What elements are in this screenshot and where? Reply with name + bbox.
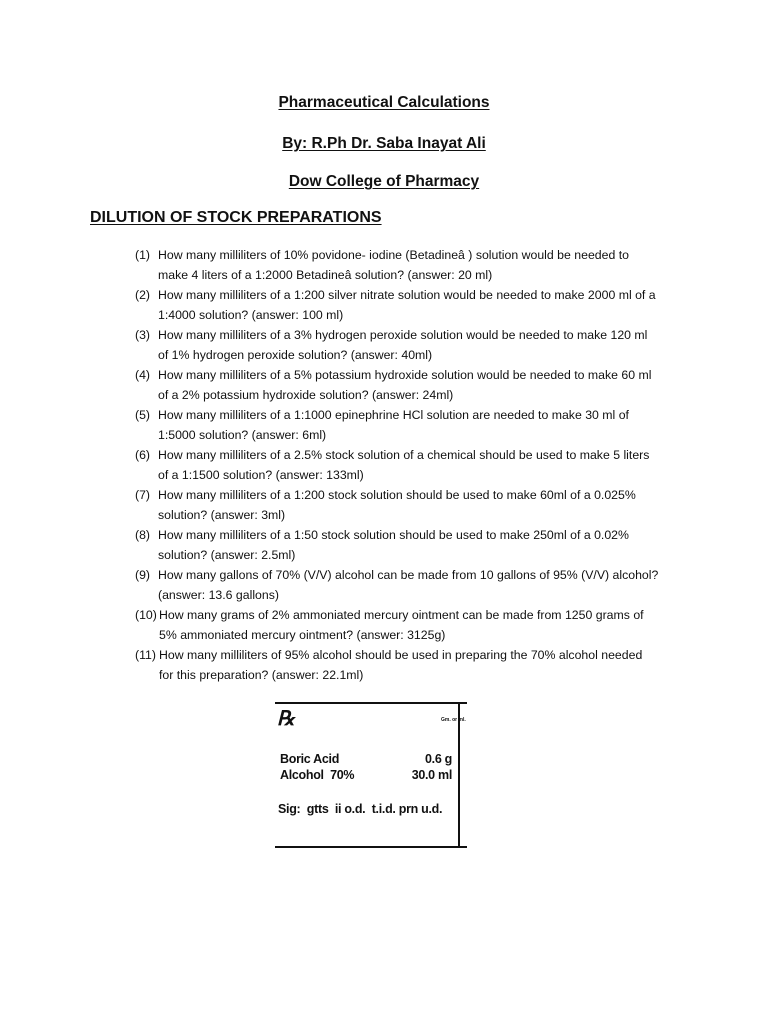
question-text bbox=[158, 365, 695, 405]
document-institution: Dow College of Pharmacy bbox=[288, 173, 480, 190]
question-number: (9) bbox=[135, 568, 151, 582]
question-line: How many milliliters of a 1:50 stock solution should be used to make 250ml of a 0.02% bbox=[158, 528, 629, 542]
question-line: of a 1:1500 solution? (answer: 133ml) bbox=[158, 468, 364, 482]
question-line: solution? (answer: 3ml) bbox=[158, 508, 286, 522]
question-line: solution? (answer: 2.5ml) bbox=[158, 548, 296, 562]
question-line: 1:4000 solution? (answer: 100 ml) bbox=[158, 308, 344, 322]
question-number: (8) bbox=[135, 528, 151, 542]
question-text bbox=[158, 485, 695, 525]
prescription-bottom-rule bbox=[275, 846, 467, 848]
question-item bbox=[135, 485, 695, 525]
ingredient-amount: 0.6 g bbox=[425, 752, 452, 766]
question-line: 5% ammoniated mercury ointment? (answer: 3125g) bbox=[159, 628, 446, 642]
question-text bbox=[158, 285, 695, 325]
question-text bbox=[158, 405, 695, 445]
question-item bbox=[135, 445, 695, 485]
question-text bbox=[158, 525, 695, 565]
question-line: How many milliliters of a 5% potassium hydroxide solution would be needed to make 60 ml bbox=[158, 368, 652, 382]
question-item bbox=[135, 605, 695, 645]
question-line: How many milliliters of a 1:200 silver nitrate solution would be needed to make 2000 ml of a bbox=[158, 288, 656, 302]
prescription-signa: Sig: gtts ii o.d. t.i.d. prn u.d. bbox=[278, 802, 443, 816]
question-number: (1) bbox=[135, 248, 151, 262]
question-list bbox=[135, 245, 695, 685]
question-line: How many grams of 2% ammoniated mercury ointment can be made from 1250 grams of bbox=[159, 608, 644, 622]
question-text bbox=[159, 645, 695, 685]
question-line: make 4 liters of a 1:2000 Betadineâ solution? (answer: 20 ml) bbox=[158, 268, 493, 282]
ingredient-name: Alcohol 70% bbox=[280, 768, 355, 782]
question-item bbox=[135, 405, 695, 445]
document-author: By: R.Ph Dr. Saba Inayat Ali bbox=[282, 135, 486, 152]
question-line: How many milliliters of a 2.5% stock solution of a chemical should be used to make 5 liters bbox=[158, 448, 650, 462]
question-item bbox=[135, 565, 695, 605]
question-number: (5) bbox=[135, 408, 151, 422]
question-line: How many milliliters of a 3% hydrogen peroxide solution would be needed to make 120 ml bbox=[158, 328, 648, 342]
question-item bbox=[135, 245, 695, 285]
section-title: DILUTION OF STOCK PREPARATIONS bbox=[90, 209, 382, 226]
question-text bbox=[158, 445, 695, 485]
question-line: of 1% hydrogen peroxide solution? (answer: 40ml) bbox=[158, 348, 433, 362]
prescription-top-rule bbox=[275, 702, 467, 704]
question-text bbox=[158, 565, 695, 605]
question-line: How many milliliters of 10% povidone- iodine (Betadineâ ) solution would be needed to bbox=[158, 248, 629, 262]
question-item bbox=[135, 525, 695, 565]
question-line: How many milliliters of a 1:1000 epinephrine HCl solution are needed to make 30 ml of bbox=[158, 408, 629, 422]
question-line: for this preparation? (answer: 22.1ml) bbox=[159, 668, 364, 682]
question-text bbox=[158, 245, 695, 285]
question-number: (2) bbox=[135, 288, 151, 302]
question-text bbox=[159, 605, 695, 645]
question-number: (11) bbox=[135, 648, 156, 662]
ingredient-amount: 30.0 ml bbox=[411, 768, 452, 782]
question-number: (6) bbox=[135, 448, 151, 462]
question-line: How many milliliters of 95% alcohol should be used in preparing the 70% alcohol needed bbox=[159, 648, 643, 662]
prescription-units-header: Gm. or ml. bbox=[441, 717, 466, 723]
document-title: Pharmaceutical Calculations bbox=[278, 94, 490, 111]
question-line: 1:5000 solution? (answer: 6ml) bbox=[158, 428, 327, 442]
question-item bbox=[135, 325, 695, 365]
prescription-box bbox=[275, 702, 467, 848]
question-line: How many gallons of 70% (V/V) alcohol can be made from 10 gallons of 95% (V/V) alcohol? bbox=[158, 568, 659, 582]
question-number: (3) bbox=[135, 328, 151, 342]
question-number: (4) bbox=[135, 368, 151, 382]
prescription-vertical-rule bbox=[458, 702, 460, 848]
question-item bbox=[135, 645, 695, 685]
question-text bbox=[158, 325, 695, 365]
question-number: (10) bbox=[135, 608, 157, 622]
ingredient-name: Boric Acid bbox=[280, 752, 340, 766]
question-item bbox=[135, 365, 695, 405]
rx-symbol-icon: ℞ bbox=[277, 708, 295, 730]
question-number: (7) bbox=[135, 488, 151, 502]
question-item bbox=[135, 285, 695, 325]
question-line: How many milliliters of a 1:200 stock solution should be used to make 60ml of a 0.025% bbox=[158, 488, 636, 502]
question-line: of a 2% potassium hydroxide solution? (answer: 24ml) bbox=[158, 388, 454, 402]
question-line: (answer: 13.6 gallons) bbox=[158, 588, 279, 602]
